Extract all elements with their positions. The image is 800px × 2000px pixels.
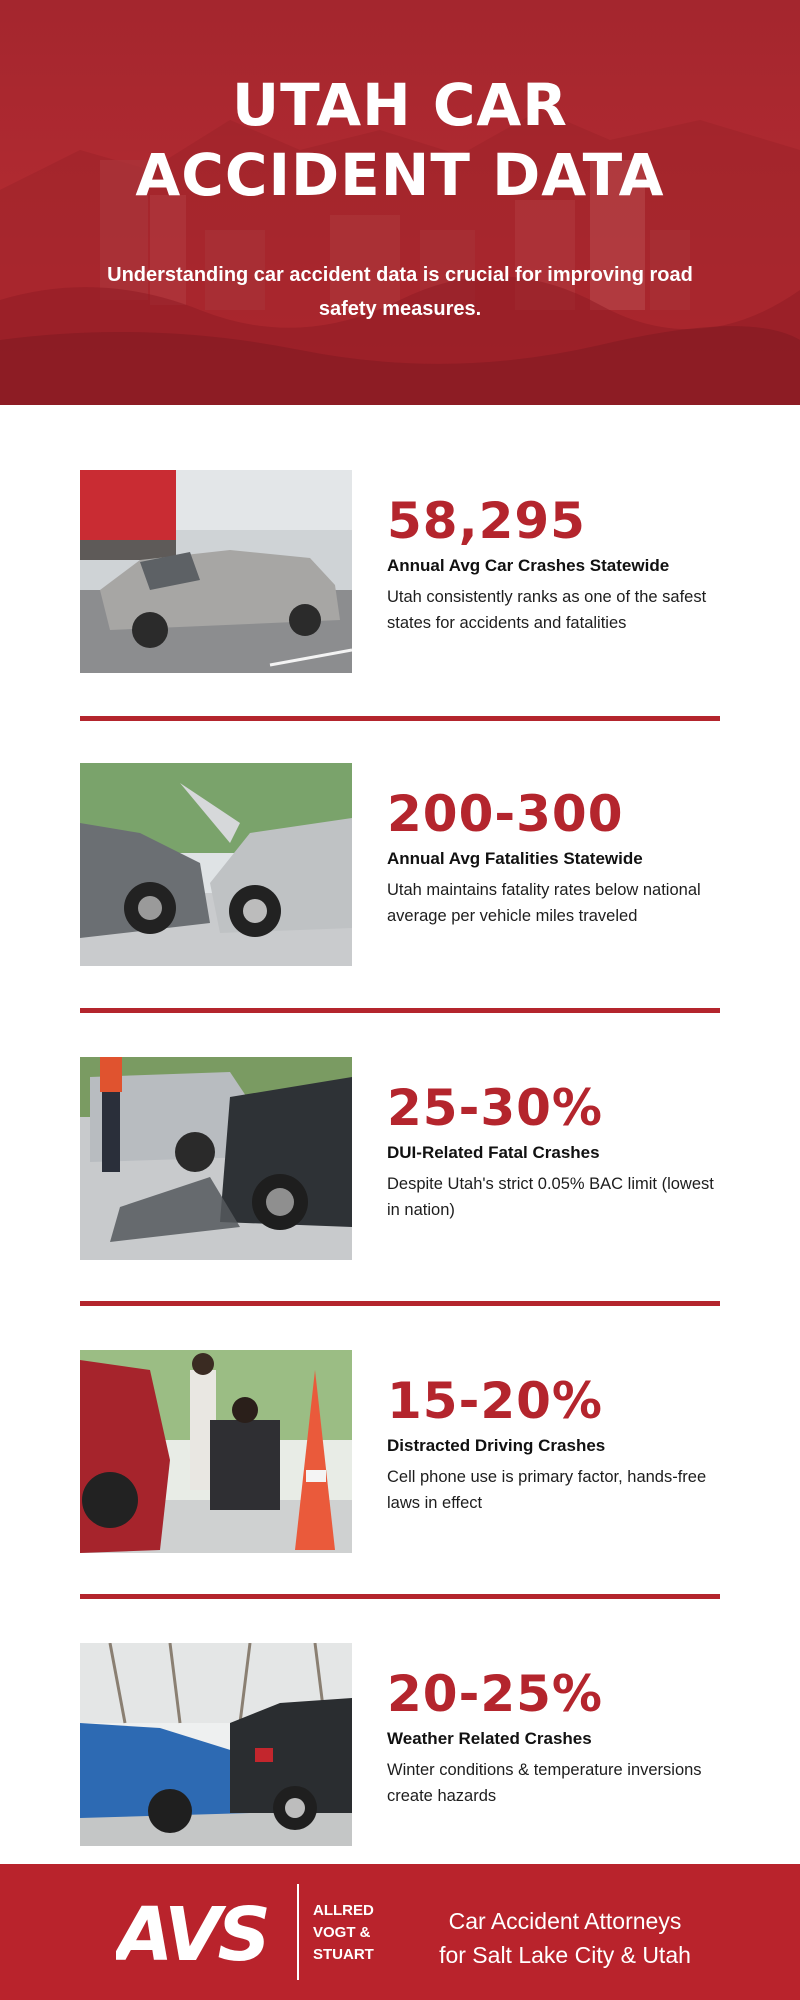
firm-name-line-3: STUART (313, 1946, 374, 1963)
stat-description: Winter conditions & temperature inversions create hazards (387, 1761, 702, 1805)
stat-value: 58,295 (387, 492, 586, 550)
footer-tagline (400, 1904, 730, 1972)
hero-header (0, 0, 800, 405)
stat-annual-fatalities (80, 763, 720, 968)
stat-description: Cell phone use is primary factor, hands-free laws in effect (387, 1468, 707, 1512)
firm-name (313, 1900, 374, 1966)
tagline-line-1: Car Accident Attorneys (448, 1908, 682, 1934)
stat-value: 25-30% (387, 1079, 604, 1137)
title-line-1: UTAH CAR (232, 71, 568, 139)
stat-label: Weather Related Crashes (387, 1729, 592, 1748)
stat-value: 15-20% (387, 1372, 604, 1430)
firm-name-line-1: ALLRED (313, 1902, 374, 1919)
footer-bar (0, 1864, 800, 2000)
wrecked-car-highway-photo (80, 470, 352, 673)
rear-end-collision-photo (80, 1643, 352, 1846)
section-divider (80, 1008, 720, 1013)
stat-description: Utah consistently ranks as one of the safest states for accidents and fatalities (387, 588, 707, 632)
stat-description: Utah maintains fatality rates below national average per vehicle miles traveled (387, 881, 701, 925)
stat-label: Annual Avg Car Crashes Statewide (387, 556, 670, 575)
stat-label: DUI-Related Fatal Crashes (387, 1143, 600, 1162)
stat-value: 200-300 (387, 785, 624, 843)
page-title (0, 70, 800, 210)
avs-logo (116, 1894, 286, 1969)
section-divider (80, 1594, 720, 1599)
section-divider (80, 1301, 720, 1306)
page-subtitle: Understanding car accident data is crucial for improving road safety measures. (107, 264, 693, 320)
two-car-collision-photo (80, 763, 352, 966)
stat-label: Distracted Driving Crashes (387, 1436, 606, 1455)
stat-description: Despite Utah's strict 0.05% BAC limit (lowest in nation) (387, 1175, 714, 1219)
logo-letters: AVS (116, 1894, 267, 1969)
stat-distracted-driving (80, 1350, 720, 1555)
logo-divider (297, 1884, 299, 1980)
tagline-line-2: for Salt Lake City & Utah (439, 1942, 691, 1968)
stat-annual-crashes (80, 470, 720, 675)
title-line-2: ACCIDENT DATA (135, 141, 665, 209)
crash-debris-worker-photo (80, 1057, 352, 1260)
stat-weather-crashes (80, 1643, 720, 1848)
stat-dui-crashes (80, 1057, 720, 1262)
stat-label: Annual Avg Fatalities Statewide (387, 849, 643, 868)
accident-report-photo (80, 1350, 352, 1553)
section-divider (80, 716, 720, 721)
stat-value: 20-25% (387, 1665, 604, 1723)
firm-name-line-2: VOGT & (313, 1924, 371, 1941)
